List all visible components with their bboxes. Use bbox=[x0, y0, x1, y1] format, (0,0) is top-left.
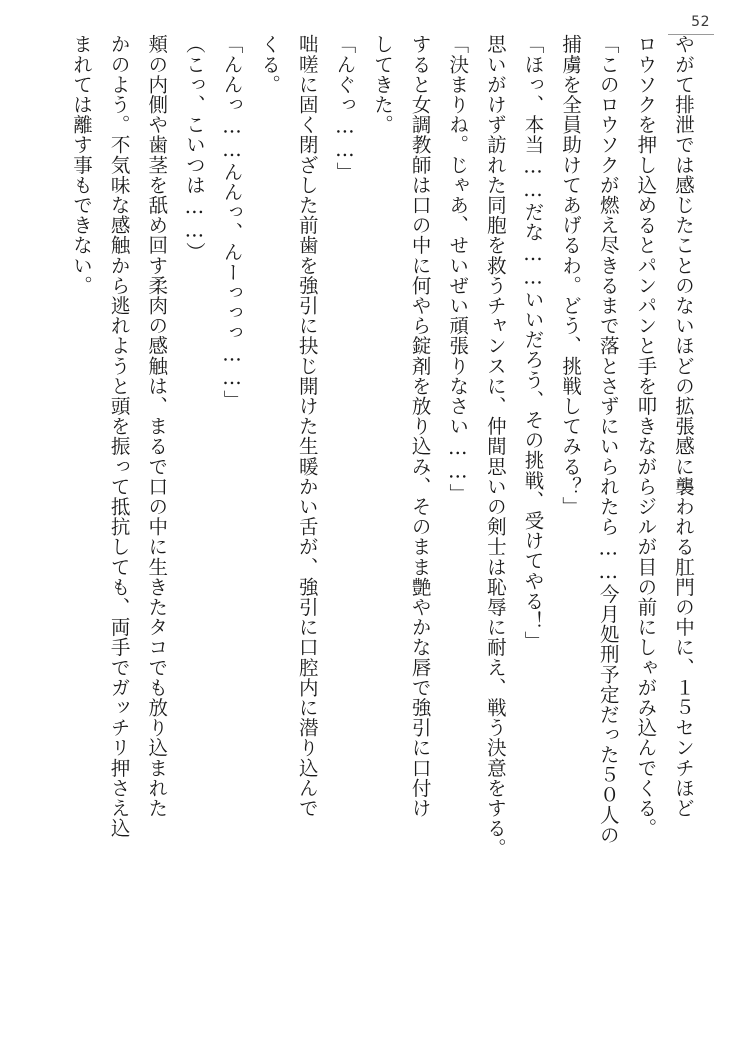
paragraph: 思いがけず訪れた同胞を救うチャンスに、仲間思いの剣士は恥辱に耐え、戦う決意をする。 bbox=[483, 34, 507, 859]
paragraph: くる。 bbox=[258, 34, 282, 95]
paragraph: 「決まりね。じゃあ、せいぜい頑張りなさい……」 bbox=[446, 34, 470, 504]
paragraph: 「んんっ……んんっ、んーっっっ……」 bbox=[220, 34, 244, 410]
paragraph: （こっ、こいつは……） bbox=[182, 34, 206, 263]
paragraph: ロウソクを押し込めるとパンパンと手を叩きながらジルが目の前にしゃがみ込んでくる。 bbox=[634, 34, 658, 838]
paragraph: 「このロウソクが燃え尽きるまで落とさずにいられたら……今月処刑予定だった５０人の bbox=[596, 34, 620, 845]
paragraph: 頬の内側や歯茎を舐め回す柔肉の感触は、まるで口の中に生きたタコでも放り込まれた bbox=[145, 34, 169, 818]
page-body-text bbox=[40, 34, 702, 1012]
page-number: 52 bbox=[691, 14, 710, 30]
paragraph: 「ほっ、本当……だな……いいだろう、その挑戦、受けてやる！」 bbox=[521, 34, 545, 651]
paragraph: 捕虜を全員助けてあげるわ。どう、挑戦してみる？」 bbox=[559, 34, 583, 517]
paragraph: すると女調教師は口の中に何やら錠剤を放り込み、そのまま艶やかな唇で強引に口付け bbox=[408, 34, 432, 818]
paragraph: してきた。 bbox=[371, 34, 394, 135]
paragraph: 「んぐっ……」 bbox=[333, 34, 357, 182]
paragraph: やがて排泄では感じたことのないほどの拡張感に襲われる肛門の中に、１５センチほど bbox=[672, 34, 695, 818]
paragraph: 咄嗟に固く閉ざした前歯を強引に抉じ開けた生暖かい舌が、強引に口腔内に潜り込んで bbox=[295, 34, 319, 818]
paragraph: まれては離す事もできない。 bbox=[70, 34, 93, 296]
paragraph: かのよう。不気味な感触から逃れようと頭を振って抵抗しても、両手でガッチリ押さえ込 bbox=[107, 34, 131, 838]
